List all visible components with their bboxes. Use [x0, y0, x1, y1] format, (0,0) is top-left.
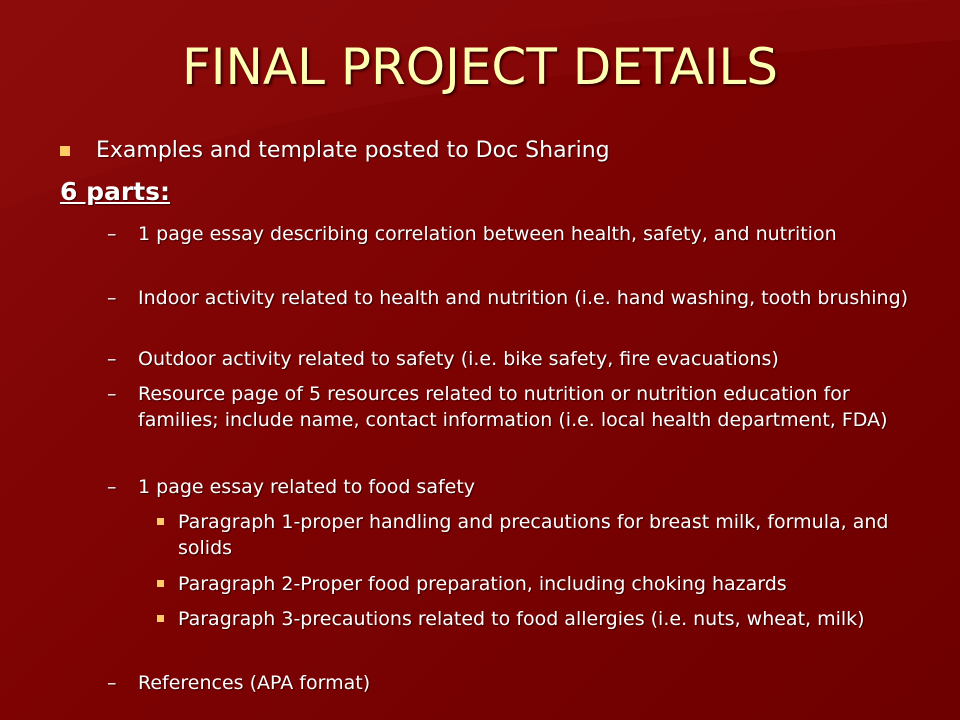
dash-icon: – — [107, 348, 117, 370]
dash-icon: – — [107, 672, 117, 694]
list-item-references: References (APA format) — [138, 672, 371, 694]
list-item-resource: Resource page of 5 resources related to nutrition or nutrition education for families; include name, contact information (i.e. local health department, FDA) — [138, 383, 888, 431]
sub-item-paragraph-2: Paragraph 2-Proper food preparation, including choking hazards — [178, 573, 787, 595]
sub-item-paragraph-3: Paragraph 3-precautions related to food allergies (i.e. nuts, wheat, milk) — [178, 608, 865, 630]
list-item-essay: 1 page essay describing correlation between health, safety, and nutrition — [138, 223, 837, 245]
sub-item-paragraph-1: Paragraph 1-proper handling and precautions for breast milk, formula, and solids — [178, 511, 889, 559]
square-bullet-icon — [157, 580, 164, 587]
square-bullet-icon — [157, 615, 164, 622]
dash-icon: – — [107, 287, 117, 309]
list-item-outdoor: Outdoor activity related to safety (i.e. bike safety, fire evacuations) — [138, 348, 779, 370]
dash-icon: – — [107, 476, 117, 498]
bullet-doc-sharing: Examples and template posted to Doc Sharing — [96, 138, 610, 163]
square-bullet-icon — [60, 146, 70, 156]
parts-heading: 6 parts: — [60, 177, 171, 206]
dash-icon: – — [107, 223, 117, 245]
square-bullet-icon — [157, 518, 164, 525]
list-item-indoor: Indoor activity related to health and nutrition (i.e. hand washing, tooth brushing) — [138, 287, 909, 309]
dash-icon: – — [107, 383, 117, 405]
slide-title: FINAL PROJECT DETAILS — [181, 38, 779, 96]
list-item-food-safety: 1 page essay related to food safety — [138, 476, 476, 498]
